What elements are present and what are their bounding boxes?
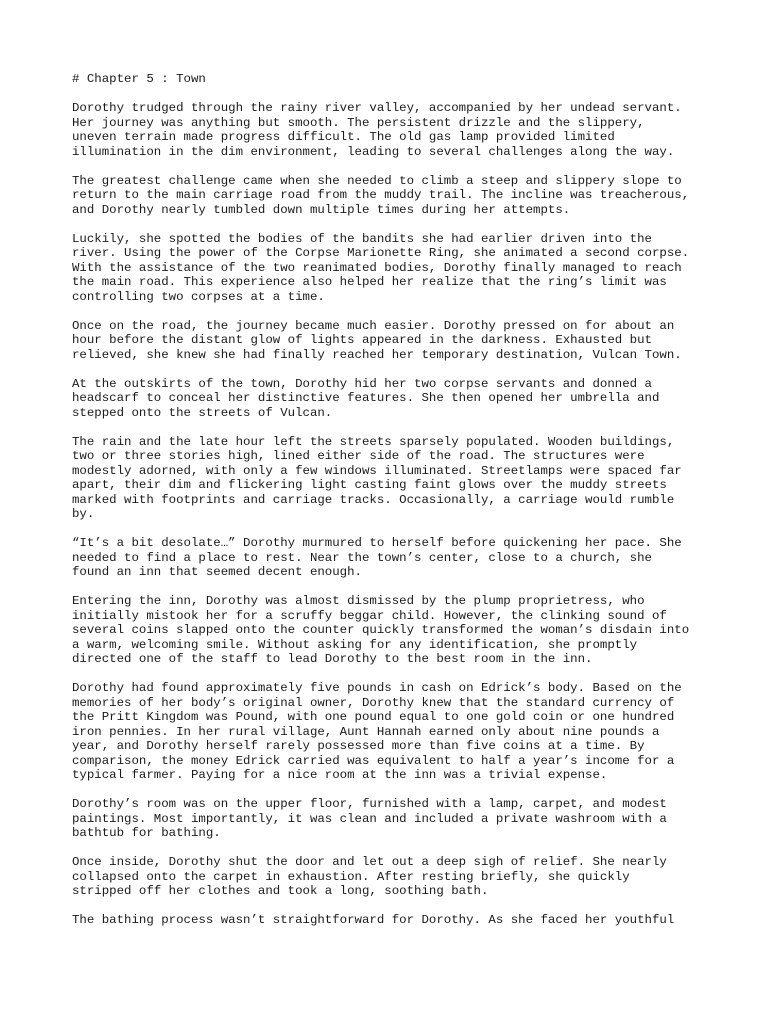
paragraph-9: Dorothy had found approximately five pounds in cash on Edrick’s body. Based on the memories of her body’s original owner, Dorothy knew that the standard currency of the Pritt Kingdom was Pound, with one pound equal to one gold coin or one hundred iron pennies. In her rural village, Aunt Hannah earned only about nine pounds a year, and Dorothy herself rarely possessed more than five coins at a time. By comparison, the money Edrick carried was equivalent to half a year’s income for a typical farmer. Paying for a nice room at the inn was a trivial expense. [72,681,682,782]
chapter-heading: # Chapter 5 : Town [72,72,206,86]
paragraph-8: Entering the inn, Dorothy was almost dismissed by the plump proprietress, who initially mistook her for a scruffy beggar child. However, the clinking sound of several coins slapped onto the counter quickly transformed the woman’s disdain into a warm, welcoming smile. Without asking for any identification, she promptly directed one of the staff to lead Dorothy to the best room in the inn. [72,594,690,666]
document-page [72,72,712,942]
paragraph-3: Luckily, she spotted the bodies of the bandits she had earlier driven into the river. Using the power of the Corpse Marionette Ring, she animated a second corpse. With the assistance of the two reanimated bodies, Dorothy finally managed to reach the main road. This experience also helped her realize that the ring’s limit was controlling two corpses at a time. [72,231,690,304]
paragraph-11: Once inside, Dorothy shut the door and let out a deep sigh of relief. She nearly collapsed onto the carpet in exhaustion. After resting briefly, she quickly stripped off her clothes and took a long, soothing bath. [72,855,667,898]
paragraph-7: “It’s a bit desolate…” Dorothy murmured to herself before quickening her pace. She needed to find a place to rest. Near the town’s center, close to a church, she found an inn that seemed decent enough. [72,536,682,579]
paragraph-5: At the outskirts of the town, Dorothy hid her two corpse servants and donned a headscarf to conceal her distinctive features. She then opened her umbrella and stepped onto the streets of Vulcan. [72,376,660,420]
paragraph-12: The bathing process wasn’t straightforward for Dorothy. As she faced her youthful [72,913,675,927]
paragraph-6: The rain and the late hour left the streets sparsely populated. Wooden buildings, two or three stories high, lined either side of the road. The structures were modestly adorned, with only a few windows illuminated. Streetlamps were spaced far apart, their dim and flickering light casting faint glows over the muddy streets marked with footprints and carriage tracks. Occasionally, a carriage would rumble by. [72,434,682,521]
paragraph-2: The greatest challenge came when she needed to climb a steep and slippery slope to return to the main carriage road from the muddy trail. The incline was treacherous, and Dorothy nearly tumbled down multiple times during her attempts. [72,173,690,217]
paragraph-10: Dorothy’s room was on the upper floor, furnished with a lamp, carpet, and modest paintings. Most importantly, it was clean and included a private washroom with a bathtub for bathing. [72,797,667,840]
paragraph-1: Dorothy trudged through the rainy river valley, accompanied by her undead servant. Her journey was anything but smooth. The persistent drizzle and the slippery, uneven terrain made progress difficult. The old gas lamp provided limited illumination in the dim environment, leading to several challenges along the way. [72,101,682,159]
paragraph-4: Once on the road, the journey became much easier. Dorothy pressed on for about an hour before the distant glow of lights appeared in the darkness. Exhausted but relieved, she knew she had finally reached her temporary destination, Vulcan Town. [72,318,682,362]
